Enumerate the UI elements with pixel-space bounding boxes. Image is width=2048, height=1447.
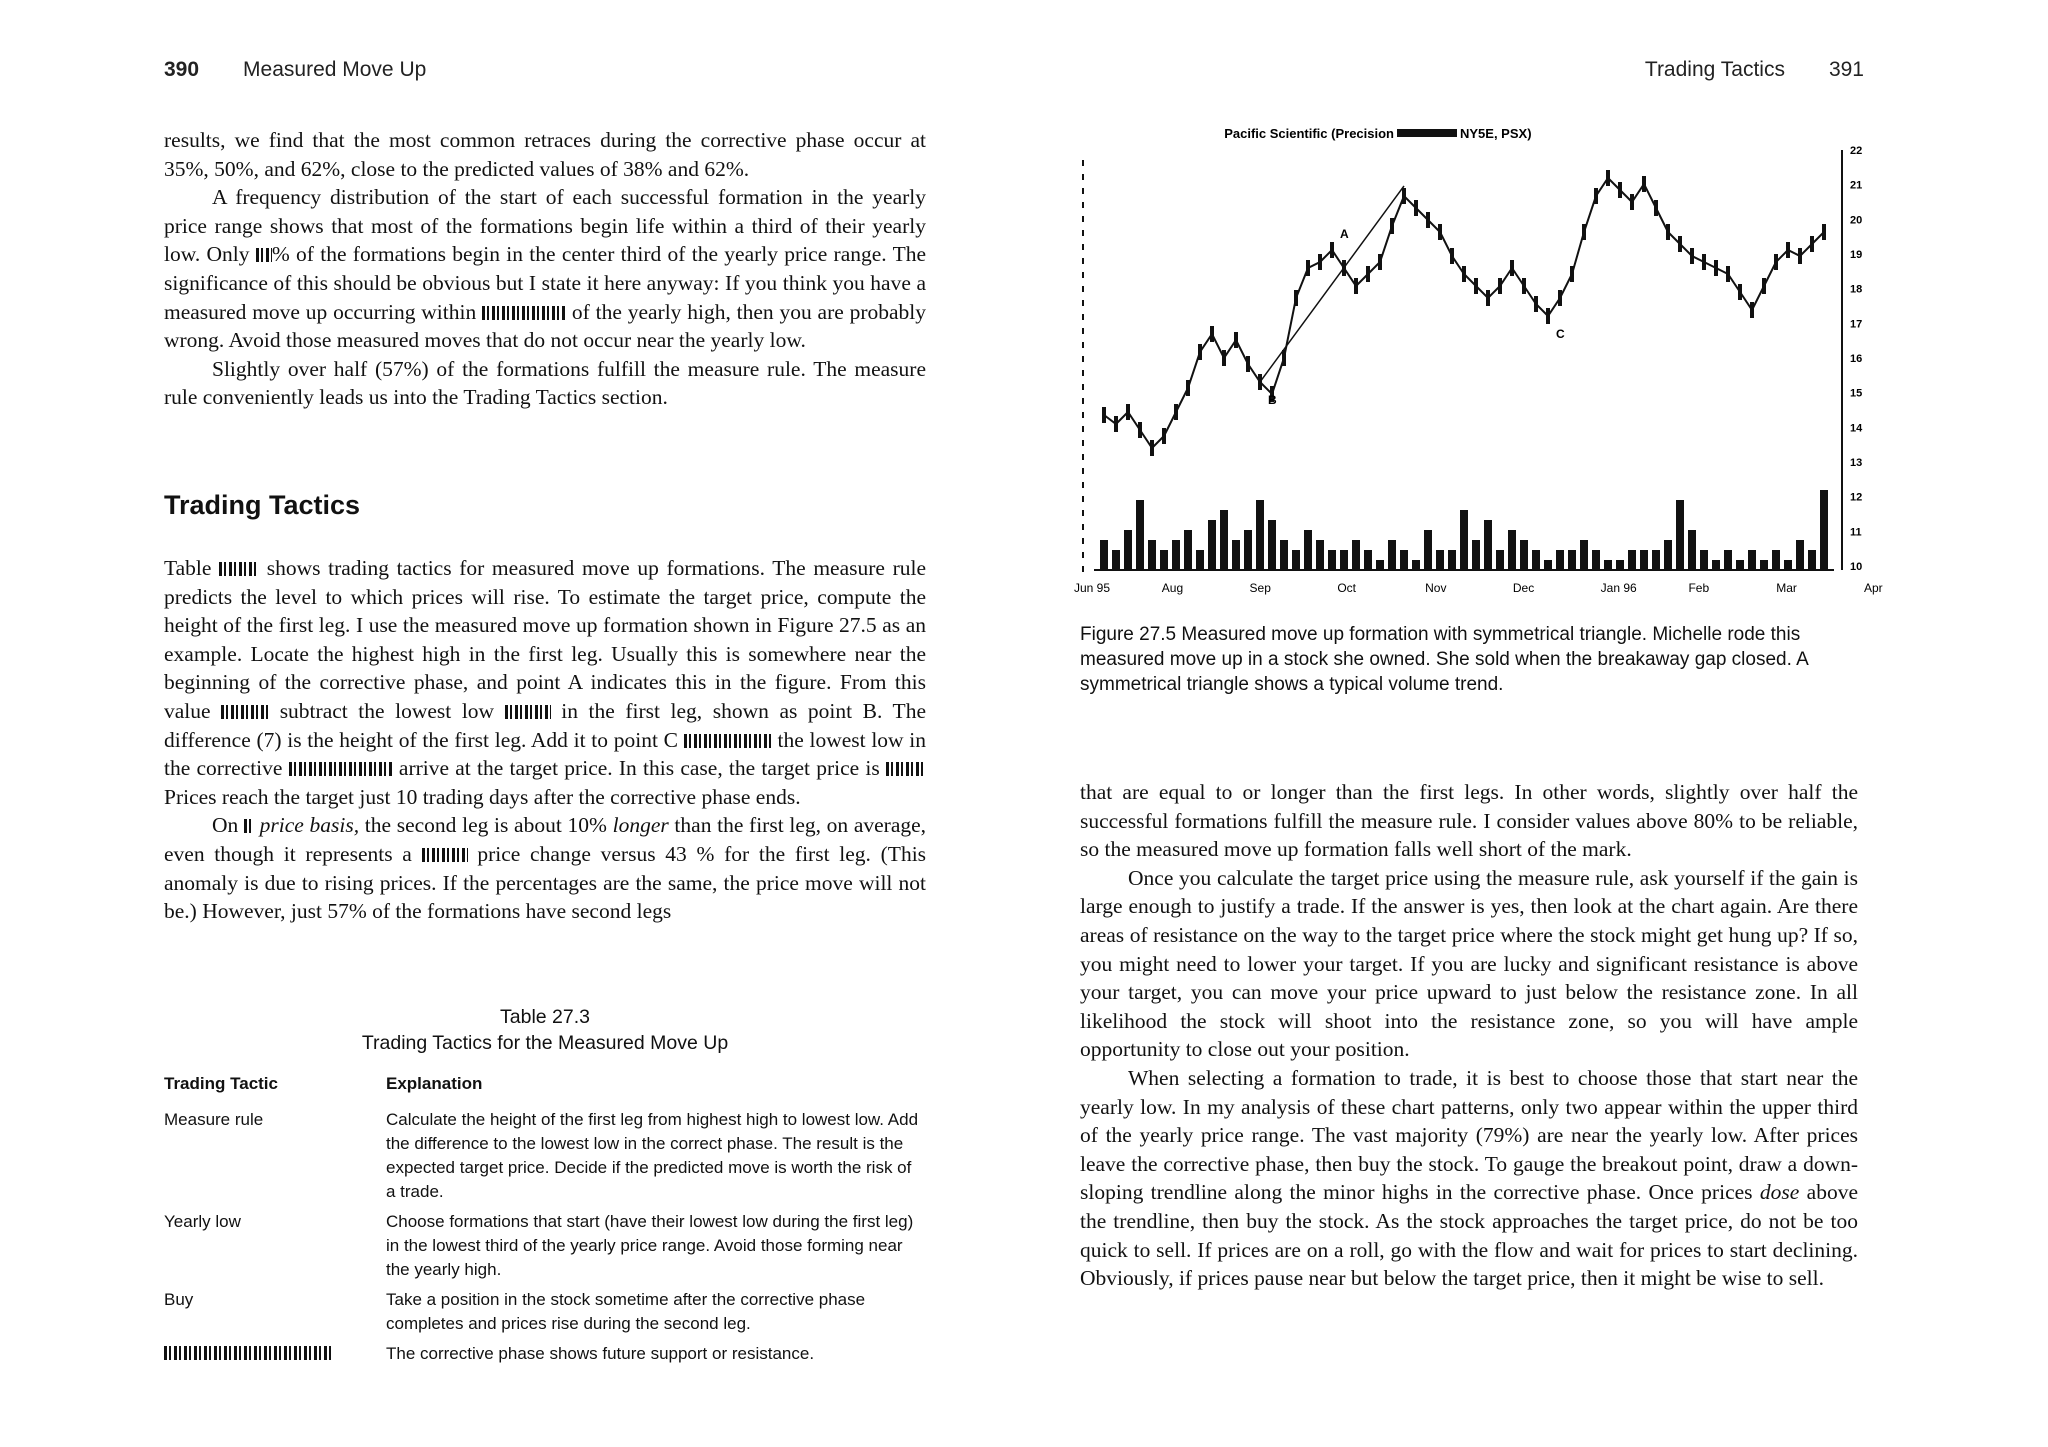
volume-bar xyxy=(1760,560,1768,570)
annotation-label: A xyxy=(1340,227,1349,241)
volume-bar xyxy=(1784,560,1792,570)
table-cell-tactic: Buy xyxy=(164,1290,194,1309)
axis-dash xyxy=(1082,216,1084,222)
volume-bar xyxy=(1112,550,1120,570)
left-text-block-2 xyxy=(164,554,926,926)
para5-part-f: price change versus 43 % for the first leg. (This anomaly is due to rising prices. If the percentages are the same, the price move will not be.) However, just 57% of the formations have second legs xyxy=(164,841,927,924)
paragraph-1: results, we find that the most common retraces during the corrective phase occur at 35%, 50%, and 62%, close to the predicted values of 38% and 62%. xyxy=(164,128,926,181)
axis-dash xyxy=(1082,314,1084,320)
x-tick-label: Sep xyxy=(1249,581,1271,595)
volume-bar xyxy=(1424,530,1432,570)
right-axis-label: 11 xyxy=(1850,526,1862,539)
volume-bar xyxy=(1364,550,1372,570)
table-cell-tactic xyxy=(164,1342,386,1366)
para4-part-g: Prices reach the target just 10 trading days after the corrective phase ends. xyxy=(164,784,801,809)
axis-dash xyxy=(1082,356,1084,362)
right-axis-label: 17 xyxy=(1850,318,1863,331)
axis-dash xyxy=(1082,384,1084,390)
volume-bar xyxy=(1736,560,1744,570)
garbled-glyph xyxy=(1397,129,1457,137)
price-line xyxy=(1104,178,1824,448)
right-page xyxy=(1024,0,2048,1447)
volume-bar xyxy=(1184,530,1192,570)
volume-bar xyxy=(1724,550,1732,570)
table-cell-explanation: Calculate the height of the first leg from highest high to lowest low. Add the difference to the lowest low in the correct phase. The result is the expected target price. Decide if the predicted move is worth the risk of a trade. xyxy=(386,1110,919,1201)
axis-dash xyxy=(1082,552,1084,558)
garbled-glyph xyxy=(422,848,468,862)
volume-bar xyxy=(1160,550,1168,570)
paragraph-6: that are equal to or longer than the first legs. In other words, slightly over half the successful formations fulfill the measure rule. I consider values above 80% to be reliable, so the measured move up formation falls well short of the mark. xyxy=(1080,780,1858,862)
volume-bar xyxy=(1136,500,1144,570)
para2-part-c: of the yearly high, then you are probably wrong. Avoid those measured moves that do not occur near the yearly low. xyxy=(164,299,927,353)
table-header-tactic: Trading Tactic xyxy=(164,1074,278,1093)
axis-dash xyxy=(1082,412,1084,418)
axis-dash xyxy=(1082,426,1084,432)
volume-bar xyxy=(1772,550,1780,570)
volume-bar xyxy=(1628,550,1636,570)
x-tick-label: Dec xyxy=(1512,581,1535,595)
chart-title-part-a: Pacific Scientific (Precision xyxy=(1224,126,1394,141)
volume-bar xyxy=(1388,540,1396,570)
volume-bar xyxy=(1304,530,1312,570)
axis-dash xyxy=(1082,328,1084,334)
volume-bar xyxy=(1436,550,1444,570)
para4-part-f: arrive at the target price. In this case, the target price is xyxy=(398,756,880,781)
volume-bar xyxy=(1580,540,1588,570)
para5-part-a: On xyxy=(212,813,239,838)
table-cell-tactic: Yearly low xyxy=(164,1212,241,1231)
volume-bar xyxy=(1520,540,1528,570)
volume-bar xyxy=(1196,550,1204,570)
left-running-title: Measured Move Up xyxy=(243,58,427,81)
volume-bar xyxy=(1664,540,1672,570)
volume-bar xyxy=(1100,540,1108,570)
axis-dash xyxy=(1082,398,1084,404)
volume-bar xyxy=(1376,560,1384,570)
table-cell-tactic: Measure rule xyxy=(164,1110,264,1129)
axis-dash xyxy=(1082,454,1084,460)
axis-dash xyxy=(1082,566,1084,572)
axis-dash xyxy=(1082,202,1084,208)
right-axis-label: 19 xyxy=(1850,249,1863,261)
axis-dash xyxy=(1082,160,1084,166)
volume-bar xyxy=(1460,510,1468,570)
paragraph-2 xyxy=(164,183,926,355)
para4-part-e: the lowest low in the corrective xyxy=(164,727,927,781)
para2-part-b: % of the formations begin in the center third of the yearly price range. The significance of this should be obvious but I state it here anyway: If you think you have a measured move up occurring within xyxy=(164,242,927,324)
paragraph-8 xyxy=(1080,1064,1858,1293)
table-header-explanation: Explanation xyxy=(386,1074,483,1093)
x-tick-label: Mar xyxy=(1776,581,1797,595)
axis-dash xyxy=(1082,510,1084,516)
volume-bar xyxy=(1820,490,1828,570)
volume-bar xyxy=(1592,550,1600,570)
volume-bar xyxy=(1544,560,1552,570)
right-axis-label: 13 xyxy=(1850,457,1863,469)
para4-part-b: shows trading tactics for measured move up formations. The measure rule predicts the level to which prices will rise. To estimate the target price, compute the height of the first leg. I use the measured move up formation shown in Figure 27.5 as an example. Locate the highest high in the first leg. Usually this is somewhere near the beginning of the corrective phase, and point A indicates this in the figure. From this value xyxy=(164,556,927,723)
volume-bar xyxy=(1268,520,1276,570)
left-text-block-1 xyxy=(164,126,926,412)
x-tick-label: Nov xyxy=(1425,581,1447,595)
garbled-glyph xyxy=(505,705,551,719)
volume-bar xyxy=(1568,550,1576,570)
table-row xyxy=(164,1288,924,1336)
volume-bar xyxy=(1532,550,1540,570)
garbled-glyph xyxy=(244,819,254,833)
right-running-head xyxy=(1645,58,1864,82)
garbled-glyph xyxy=(684,734,772,748)
axis-dash xyxy=(1082,188,1084,194)
table-cell-explanation: Take a position in the stock sometime after the corrective phase completes and prices rise during the second leg. xyxy=(386,1290,866,1333)
paragraph-3: Slightly over half (57%) of the formations fulfill the measure rule. The measure rule conveniently leads us into the Trading Tactics section. xyxy=(164,356,926,410)
left-page-number: 390 xyxy=(164,58,200,81)
right-axis-label: 15 xyxy=(1850,387,1863,400)
volume-bar xyxy=(1556,550,1564,570)
table-number: Table 27.3 xyxy=(500,1006,590,1028)
chart-marks xyxy=(1074,145,1883,595)
right-axis-label: 14 xyxy=(1850,422,1863,435)
table-row xyxy=(164,1342,924,1366)
garbled-glyph xyxy=(289,762,393,776)
volume-bar xyxy=(1220,510,1228,570)
right-axis-label: 20 xyxy=(1850,214,1863,227)
right-axis-label: 22 xyxy=(1850,145,1863,157)
volume-bar xyxy=(1148,540,1156,570)
paragraph-4 xyxy=(164,554,926,811)
volume-bar xyxy=(1484,520,1492,570)
para4-part-a: Table xyxy=(164,556,212,580)
volume-bar xyxy=(1328,550,1336,570)
paragraph-5 xyxy=(164,811,926,925)
x-tick-label: Aug xyxy=(1161,581,1184,595)
axis-dash xyxy=(1082,258,1084,264)
axis-dash xyxy=(1082,370,1084,376)
axis-dash xyxy=(1082,300,1084,306)
axis-dash xyxy=(1082,538,1084,544)
axis-dash xyxy=(1082,440,1084,446)
garbled-glyph xyxy=(256,248,272,262)
volume-bar xyxy=(1472,540,1480,570)
volume-bar xyxy=(1808,550,1816,570)
right-axis-label: 21 xyxy=(1850,179,1863,192)
volume-bar xyxy=(1124,530,1132,570)
para5-part-b: price basis, xyxy=(259,813,360,838)
volume-bar xyxy=(1316,540,1324,570)
x-tick-label: Oct xyxy=(1337,581,1357,595)
volume-bar xyxy=(1712,560,1720,570)
x-tick-label: Feb xyxy=(1688,581,1710,595)
volume-bar xyxy=(1244,530,1252,570)
right-page-number: 391 xyxy=(1828,58,1864,81)
volume-bar xyxy=(1256,500,1264,570)
right-axis-label: 16 xyxy=(1850,353,1863,365)
axis-dash xyxy=(1082,468,1084,474)
volume-bar xyxy=(1232,540,1240,570)
volume-bar xyxy=(1688,530,1696,570)
right-axis-label: 10 xyxy=(1850,561,1863,573)
para4-part-d: in the first leg, shown as point B. The difference (7) is the height of the first leg. Add it to point C xyxy=(164,698,926,752)
stock-chart xyxy=(1064,120,1883,600)
table-cell-explanation: Choose formations that start (have their lowest low during the first leg) in the lowest third of the yearly price range. Avoid those forming near the yearly high. xyxy=(386,1212,914,1279)
volume-bar xyxy=(1292,550,1300,570)
table-row xyxy=(164,1210,924,1282)
axis-dash xyxy=(1082,272,1084,278)
garbled-glyph xyxy=(219,562,259,576)
axis-dash xyxy=(1082,342,1084,348)
para2-part-a: A frequency distribution of the start of each successful formation in the yearly price range shows that most of the formations begin life within a third of their yearly low. Only xyxy=(164,185,926,267)
right-axis-label: 12 xyxy=(1850,491,1863,504)
volume-bar xyxy=(1676,500,1684,570)
axis-dash xyxy=(1082,174,1084,180)
left-running-head xyxy=(164,58,426,82)
volume-bar xyxy=(1496,550,1504,570)
annotation-label: C xyxy=(1556,327,1565,341)
para5-part-c: the second leg is about 10% xyxy=(364,813,607,838)
volume-bar xyxy=(1400,550,1408,570)
para8-part-b: dose xyxy=(1759,1180,1800,1205)
garbled-glyph xyxy=(886,762,926,776)
axis-dash xyxy=(1082,244,1084,250)
garbled-glyph xyxy=(164,1346,332,1360)
right-running-title: Trading Tactics xyxy=(1644,58,1785,81)
volume-bar xyxy=(1172,540,1180,570)
right-text-block xyxy=(1080,778,1858,1293)
table-row xyxy=(164,1108,924,1204)
volume-bar xyxy=(1280,540,1288,570)
volume-bar xyxy=(1616,560,1624,570)
volume-bar xyxy=(1640,550,1648,570)
garbled-glyph xyxy=(482,306,566,320)
paragraph-7: Once you calculate the target price using the measure rule, ask yourself if the gain is large enough to justify a trade. If the answer is yes, then look at the chart again. Are there areas of resistance on the way to the target price where the stock might get hung up? If so, you might need to lower your target. If you are lucky and significant resistance is above your target, you can move your price upward to just below the resistance zone. In all likelihood the stock will shoot into the resistance zone, so you will have ample opportunity to close out your position. xyxy=(1080,865,1858,1062)
right-axis-label: 18 xyxy=(1850,283,1863,296)
section-heading: Trading Tactics xyxy=(164,490,361,520)
volume-bar xyxy=(1508,530,1516,570)
para8-part-c: above the trendline, then buy the stock. As the stock approaches the target price, do not be too quick to sell. If prices are on a roll, go with the flow and wait for prices to start declining. Obviously, if prices pause near but below the target price, then it might be wise to sell. xyxy=(1080,1180,1859,1291)
volume-bar xyxy=(1748,550,1756,570)
volume-bar xyxy=(1340,550,1348,570)
table-header-row xyxy=(164,1072,924,1096)
garbled-glyph xyxy=(221,705,269,719)
axis-dash xyxy=(1082,496,1084,502)
trendline xyxy=(1260,186,1404,382)
table-title: Trading Tactics for the Measured Move Up xyxy=(361,1032,729,1054)
volume-bar xyxy=(1652,550,1660,570)
volume-bar xyxy=(1700,550,1708,570)
para4-part-c: subtract the lowest low xyxy=(279,698,495,723)
volume-bar xyxy=(1412,560,1420,570)
axis-dash xyxy=(1082,524,1084,530)
trading-tactics-table xyxy=(164,1072,924,1372)
x-tick-label: Jun 95 xyxy=(1074,581,1111,595)
volume-bar xyxy=(1448,550,1456,570)
para8-part-a: When selecting a formation to trade, it is best to choose those that start near the yearly low. In my analysis of these chart patterns, only two appear within the upper third of the yearly price range. The vast majority (79%) are near the yearly low. After prices leave the corrective phase, then buy the stock. To gauge the breakout point, draw a down-sloping trendline along the minor highs in the corrective phase. Once prices xyxy=(1080,1065,1858,1205)
table-cell-explanation: The corrective phase shows future support or resistance. xyxy=(386,1344,815,1363)
axis-dash xyxy=(1082,230,1084,236)
volume-bar xyxy=(1604,560,1612,570)
axis-dash xyxy=(1082,286,1084,292)
para5-part-e: than the first leg, on average, even though it represents a xyxy=(164,813,927,866)
volume-bar xyxy=(1796,540,1804,570)
volume-bar xyxy=(1352,540,1360,570)
x-tick-label: Apr xyxy=(1864,581,1883,595)
figure-caption: Figure 27.5 Measured move up formation with symmetrical triangle. Michelle rode this measured move up in a stock she owned. She sold when the breakaway gap closed. A symmetrical triangle shows a typical volume trend. xyxy=(1080,624,1808,695)
annotation-label: B xyxy=(1268,393,1277,407)
volume-bar xyxy=(1208,520,1216,570)
chart-title-part-b: NY5E, PSX) xyxy=(1460,126,1532,141)
para5-part-d: longer xyxy=(612,813,669,838)
axis-dash xyxy=(1082,482,1084,488)
x-tick-label: Jan 96 xyxy=(1600,581,1637,595)
